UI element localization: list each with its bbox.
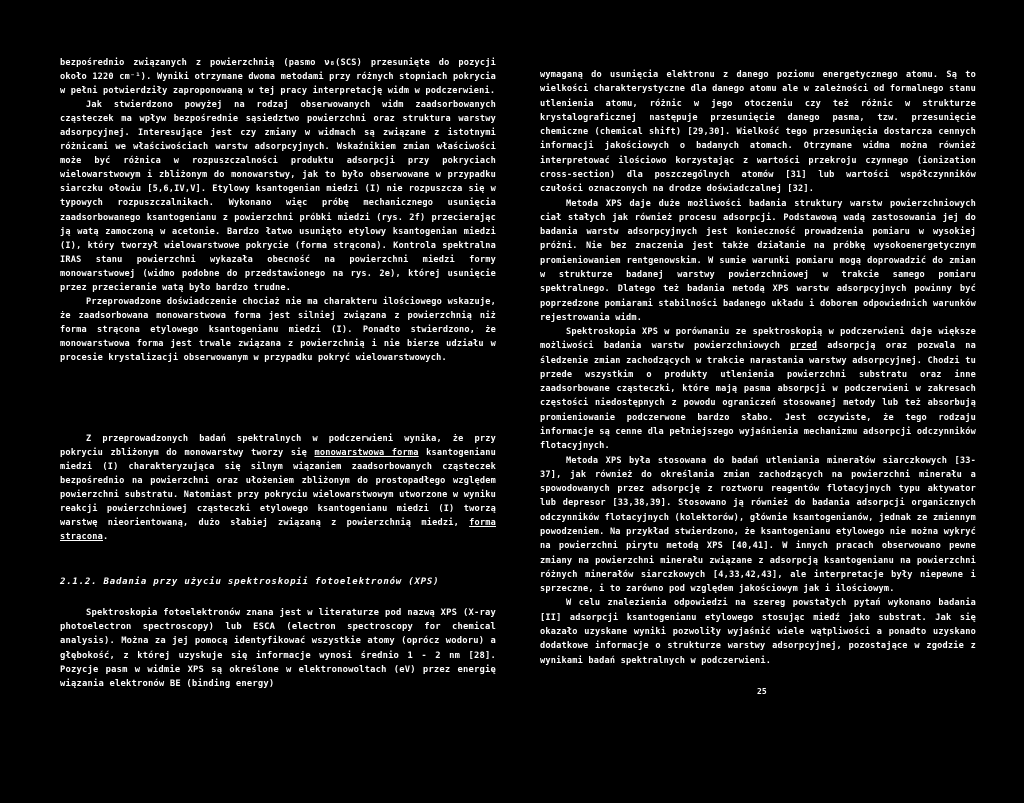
left-text-block-2 xyxy=(60,432,496,544)
section-heading: 2.1.2. Badania przy użyciu spektroskopii fotoelektronów (XPS) xyxy=(60,577,440,587)
paragraph: Metoda XPS była stosowana do badań utleniania minerałów siarczkowych [33-37], jak również do określania zmian zachodzących na powierzchni minerału a spowodowanych przez adsorpcję z roztworu reagentów flotacyjnych typu aktywator lub depresor [33,38,39]. Stosowano ją również do badania adsorpcji organicznych odczynników flotacyjnych (kolektorów), głównie ksantogenianów, jednak ze zmiennym powodzeniem. Na przykład stwierdzono, że ksantogenianu etylowego nie można wykryć na powierzchni pirytu metodą XPS [40,41]. W innych pracach obserwowano pewne zmiany na powierzchni minerału związane z adsorpcją ksantogenianu na powierzchni różnych minerałów siarczkowych [4,33,42,43], ale interpretacje były niepewne i sprzeczne, i to zarówno pod względem jakościowym jak i ilościowym. xyxy=(540,455,976,595)
paragraph-text: adsorpcją oraz pozwala na śledzenie zmian zachodzących w trakcie narastania warstwy adsorpcyjnej. Chodzi tu przede wszystkim o produkty utlenienia powierzchni substratu oraz inne zaadsorbowane cząsteczki, które mają pasma absorpcji w podczerwieni w zakresach częstości niedostępnych z powodu ograniczeń stosowanej metody lub też absorbują promieniowanie podczerwone bardzo słabo. Jest oczywiste, że tego rodzaju informacje są cenne dla pełniejszego wyjaśnienia mechanizmu adsorpcji odczynników flotacyjnych. xyxy=(540,341,976,452)
underlined-term: forma strącona xyxy=(60,518,496,543)
paragraph xyxy=(540,325,976,454)
right-text-block xyxy=(540,68,976,668)
paragraph xyxy=(60,432,496,544)
paragraph-text: Z przeprowadzonych badań spektralnych w podczerwieni wynika, że przy pokryciu zbliżonym do monowarstwy tworzy się xyxy=(60,434,496,459)
paragraph-text: . xyxy=(103,532,109,543)
underlined-term: monowarstwowa forma xyxy=(314,448,419,459)
paragraph: wymaganą do usunięcia elektronu z danego poziomu energetycznego atomu. Są to wielkości charakterystyczne dla danego atomu ale w zależności od formalnego stanu utlenienia atomu, różnic w jego otoczeniu czy też różnic w strukturze krystalograficznej następuje przesunięcie danego pasma, tzw. przesunięcie chemiczne (chemical shift) [29,30]. Wielkość tego przesunięcia dostarcza cennych informacji jakościowych o badanych atomach. Otrzymane widma można również interpretować ilościowo korzystając z wartości przekroju czynnego (ionization cross-section) dla poszczególnych atomów [31] lub wartości współczynników czułości oznaczonych na drodze doświadczalnej [32]. xyxy=(540,70,976,195)
paragraph: W celu znalezienia odpowiedzi na szereg powstałych pytań wykonano badania [II] adsorpcji ksantogenianu etylowego stosując miedź jako substrat. Jak się okazało uzyskane wyniki pozwoliły wyjaśnić wiele wątpliwości a ponadto uzyskano dodatkowe informacje o strukturze warstwy adsorpcyjnej, pozostające w zgodzie z wynikami badań spektralnych w podczerwieni. xyxy=(540,598,976,666)
page-number: 25 xyxy=(757,687,767,696)
paragraph-text: ksantogenianu miedzi (I) charakteryzująca się silnym wiązaniem zaadsorbowanych cząsteczek bezpośrednio na powierzchni oraz ułożeniem zbliżonym do prostopadłego względem powierzchni substratu. Natomiast przy pokryciu wielowarstwowym utworzone w wyniku reakcji powierzchniowej cząsteczki etylowego ksantogenianu miedzi (I) tworzą warstwę nieorientowaną, dużo słabiej związaną z powierzchnią miedzi, xyxy=(60,448,497,529)
left-text-block-1 xyxy=(60,56,496,365)
paragraph-text: Spektroskopia XPS w porównaniu ze spektroskopią w podczerwieni daje większe możliwości badania warstw powierzchniowych xyxy=(540,327,976,352)
paragraph: Jak stwierdzono powyżej na rodzaj obserwowanych widm zaadsorbowanych cząsteczek ma wpływ bezpośrednie sąsiedztwo powierzchni oraz struktura warstwy adsorpcyjnej. Interesujące jest czy zmiany w widmach są związane z istotnymi różnicami we właściwościach warstw adsorpcyjnych. Wskaźnikiem zmian właściwości może być różnica w rozpuszczalności produktu adsorpcji przy pokryciach wielowarstwowym i zbliżonym do monowarstwy, jak to było obserwowane w przypadku siarczku ołowiu [5,6,IV,V]. Etylowy ksantogenian miedzi (I) nie rozpuszcza się w typowych rozpuszczalnikach. Wykonano więc próbę mechanicznego usunięcia zaadsorbowanego ksantogenianu z powierzchni próbki miedzi (rys. 2f) przecierając ją watą zamoczoną w acetonie. Bardzo łatwo usunięto etylowy ksantogenian miedzi (I), który tworzył wielowarstwowe pokrycie (forma strącona). Kontrola spektralna IRAS stanu powierzchni wykazała obecność na powierzchni miedzi formy monowarstwowej (widmo podobne do przedstawionego na rys. 2e), której usunięcie przez przecieranie watą było bardzo trudne. xyxy=(60,100,496,293)
paragraph: bezpośrednio związanych z powierzchnią (pasmo ν₈(SCS) przesunięte do pozycji około 1220 cm⁻¹). Wyniki otrzymane dwoma metodami przy różnych stopniach pokrycia w pełni potwierdziły zaproponowaną w tej pracy interpretację widm w podczerwieni. xyxy=(60,58,496,97)
underlined-term: przed xyxy=(790,341,818,352)
paragraph: Przeprowadzone doświadczenie chociaż nie ma charakteru ilościowego wskazuje, że zaadsorbowana monowarstwowa forma jest silniej związana z powierzchnią niż forma strącona etylowego ksantogenianu miedzi (I). Ponadto stwierdzono, że monowarstwowa forma jest trwale związana z powierzchnią i nie bierze udziału w procesie krystalizacji obserwowanym w przypadku pokryć wielowarstwowych. xyxy=(60,296,496,363)
left-text-block-3 xyxy=(60,606,496,691)
paragraph: Spektroskopia fotoelektronów znana jest w literaturze pod nazwą XPS (X-ray photoelectron spectroscopy) lub ESCA (electron spectroscopy for chemical analysis). Można za jej pomocą identyfikować wszystkie atomy (oprócz wodoru) a głębokość, z której uzyskuje się informacje wynosi średnio 1 - 2 nm [28]. Pozycje pasm w widmie XPS są określone w elektronowoltach (eV) przez energię wiązania elektronów BE (binding energy) xyxy=(60,608,496,690)
paragraph: Metoda XPS daje duże możliwości badania struktury warstw powierzchniowych ciał stałych jak również procesu adsorpcji. Podstawową wadą zastosowania jej do badania warstw adsorpcyjnych jest konieczność prowadzenia pomiaru w wysokiej próżni. Nie bez znaczenia jest także działanie na próbkę wysokoenergetycznym promieniowaniem rentgenowskim. W sumie warunki pomiaru mogą doprowadzić do zmian w strukturze badanej warstwy powierzchniowej w trakcie samego pomiaru spektralnego. Dlatego też badania metodą XPS warstw adsorpcyjnych powinny być poprzedzone pomiarami stabilności badanego układu i doborem odpowiednich warunków rejestrowania widm. xyxy=(540,198,976,323)
